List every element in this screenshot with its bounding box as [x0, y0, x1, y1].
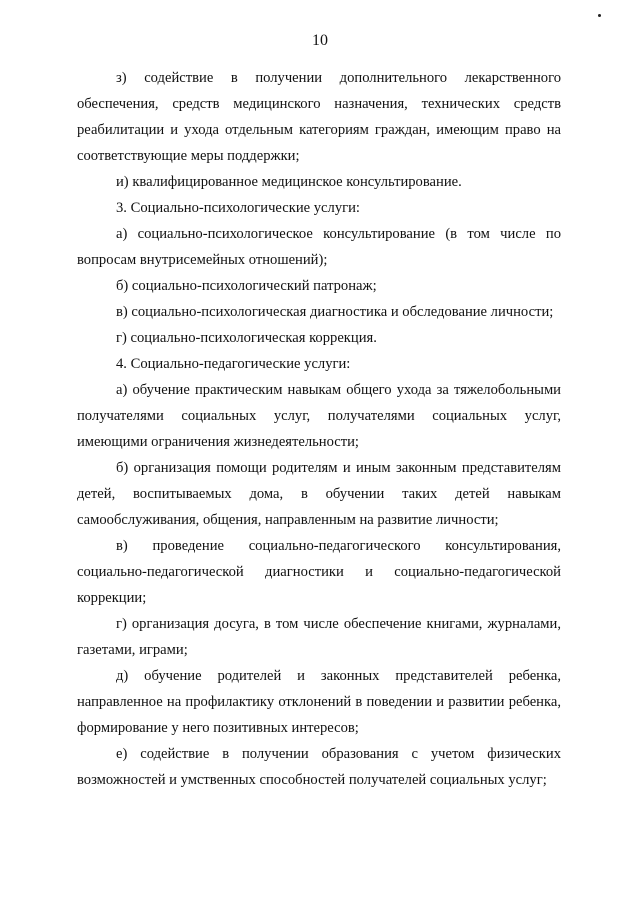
paragraph-4e: е) содействие в получении образования с учетом физических возможностей и умственных способностей получателей социальных услуг; — [77, 746, 561, 788]
paragraph-3v: в) социально-психологическая диагностика и обследование личности; — [116, 304, 554, 320]
document-body — [77, 65, 561, 793]
paragraph-4a: а) обучение практическим навыкам общего ухода за тяжелобольными получателями социальных услуг, получателями социальных услуг, имеющими ограничения жизнедеятельности; — [77, 382, 561, 450]
paragraph-z: з) содействие в получении дополнительного лекарственного обеспечения, средств медицинского назначения, технических средств реабилитации и ухода отдельным категориям граждан, имеющим право на соответствующие меры поддержки; — [77, 70, 561, 164]
paragraph-4d: д) обучение родителей и законных представителей ребенка, направленное на профилактику отклонений в поведении и развитии ребенка, формирование у него позитивных интересов; — [77, 668, 561, 736]
paragraph-3a: а) социально-психологическое консультирование (в том числе по вопросам внутрисемейных отношений); — [77, 226, 561, 268]
paragraph-4g: г) организация досуга, в том числе обеспечение книгами, журналами, газетами, играми; — [77, 616, 561, 658]
paragraph-3g: г) социально-психологическая коррекция. — [116, 330, 377, 346]
scan-dot-mark — [598, 14, 601, 17]
page-number: 10 — [312, 32, 328, 49]
paragraph-4b: б) организация помощи родителям и иным законным представителям детей, воспитываемых дома, в обучении таких детей навыкам самообслуживания, общения, направленным на развитие личности; — [77, 460, 561, 528]
paragraph-4v: в) проведение социально-педагогического консультирования, социально-педагогической диагностики и социально-педагогической коррекции; — [77, 538, 561, 606]
paragraph-i: и) квалифицированное медицинское консультирование. — [116, 174, 462, 190]
section-heading-3: 3. Социально-психологические услуги: — [116, 200, 360, 216]
section-heading-4: 4. Социально-педагогические услуги: — [116, 356, 351, 372]
paragraph-3b: б) социально-психологический патронаж; — [116, 278, 377, 294]
